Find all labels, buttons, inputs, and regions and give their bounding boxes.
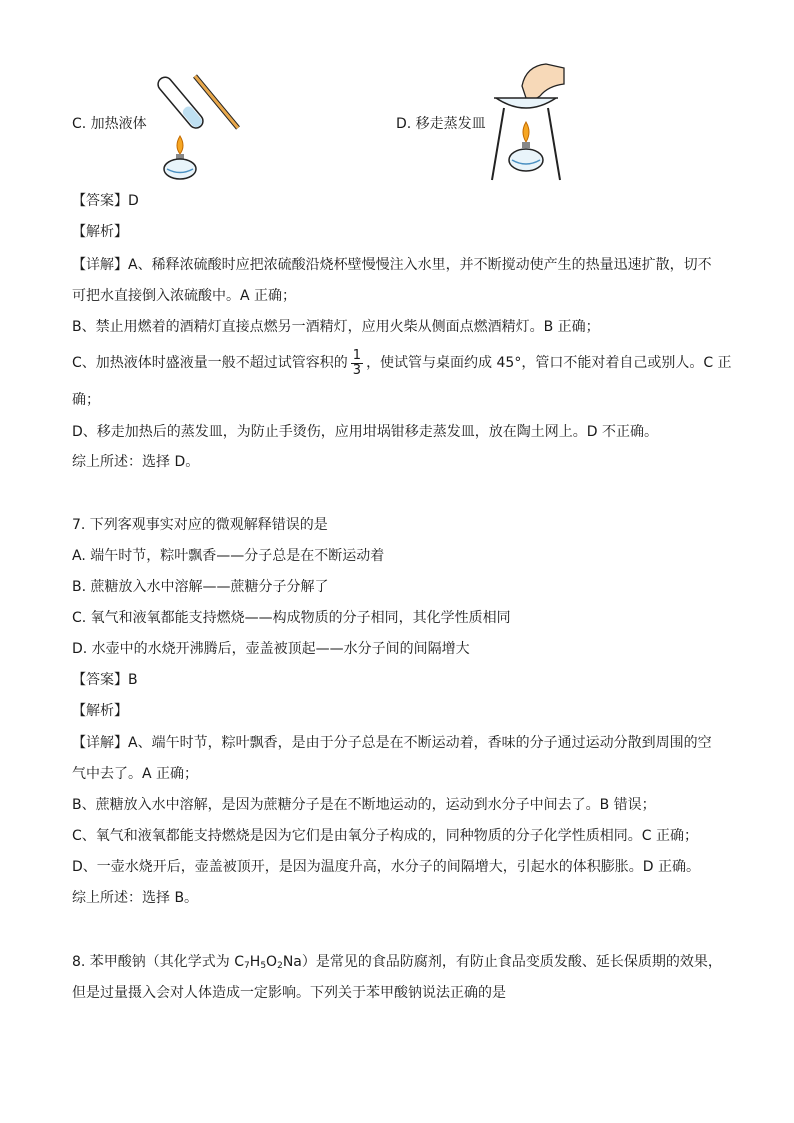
q7-stem: 7. 下列客观事实对应的微观解释错误的是	[72, 517, 328, 533]
q7-option-b: B. 蔗糖放入水中溶解——蔗糖分子分解了	[72, 579, 329, 595]
q7-detail-line1: 【详解】A、端午时节，粽叶飘香，是由于分子总是在不断运动着，香味的分子通过运动分散到周围的空	[72, 735, 712, 751]
q6-detail-line6: D、移走加热后的蒸发皿，为防止手烫伤，应用坩埚钳移走蒸发皿，放在陶土网上。D 不正确。	[72, 424, 659, 440]
answer-value: B	[128, 672, 138, 688]
option-c-label: C. 加热液体	[72, 116, 147, 132]
q7-detail-line3: B、蔗糖放入水中溶解，是因为蔗糖分子是在不断地运动的，运动到水分子中间去了。B 错误；	[72, 797, 656, 813]
q7-option-d: D. 水壶中的水烧开沸腾后，壶盖被顶起——水分子间的间隔增大	[72, 641, 470, 657]
q6-answer	[72, 191, 139, 211]
q8-stem-line1	[72, 952, 722, 976]
q7-option-a: A. 端午时节，粽叶飘香——分子总是在不断运动着	[72, 548, 385, 564]
q8-pre: 8. 苯甲酸钠（其化学式为 C	[72, 954, 245, 970]
q6-detail-line1: 【详解】A、稀释浓硫酸时应把浓硫酸沿烧杯壁慢慢注入水里，并不断搅动使产生的热量迅速扩散，切不	[72, 257, 712, 273]
line4-post: ，使试管与桌面约成 45°，管口不能对着自己或别人。C 正	[366, 355, 732, 371]
q7-detail-line6: 综上所述：选择 B。	[72, 890, 199, 906]
q7-detail-line5: D、一壶水烧开后，壶盖被顶开，是因为温度升高，水分子的间隔增大，引起水的体积膨胀。D 正确。	[72, 859, 701, 875]
one-third-fraction	[351, 349, 363, 378]
q6-detail-line3: B、禁止用燃着的酒精灯直接点燃另一酒精灯，应用火柴从侧面点燃酒精灯。B 正确；	[72, 319, 600, 335]
q6-analysis-label: 【解析】	[72, 224, 128, 240]
q6-detail-line4	[72, 346, 732, 380]
fraction-denominator: 3	[352, 362, 362, 378]
line4-pre: C、加热液体时盛液量一般不超过试管容积的	[72, 355, 348, 371]
option-d-label: D. 移走蒸发皿	[396, 116, 486, 132]
q6-detail-line2: 可把水直接倒入浓硫酸中。A 正确；	[72, 288, 297, 304]
subscript: 7	[244, 961, 250, 971]
q7-analysis-label: 【解析】	[72, 703, 128, 719]
q8-stem-line2: 但是过量摄入会对人体造成一定影响。下列关于苯甲酸钠说法正确的是	[72, 985, 506, 1001]
q7-answer	[72, 670, 138, 690]
answer-value: D	[128, 193, 139, 209]
heating-liquid-illustration	[140, 68, 250, 180]
answer-label: 【答案】	[72, 672, 128, 688]
q7-detail-line2: 气中去了。A 正确；	[72, 766, 199, 782]
answer-label: 【答案】	[72, 193, 128, 209]
q6-detail-line7: 综上所述：选择 D。	[72, 454, 200, 470]
remove-evaporating-dish-illustration	[486, 56, 566, 184]
formula-part: O	[266, 954, 278, 970]
subscript: 2	[277, 961, 283, 971]
fraction-numerator: 1	[352, 347, 362, 363]
q7-detail-line4: C、氧气和液氧都能支持燃烧是因为它们是由氧分子构成的，同种物质的分子化学性质相同。C 正确；	[72, 828, 698, 844]
q6-detail-line5: 确；	[72, 392, 100, 408]
q7-option-c: C. 氧气和液氧都能支持燃烧——构成物质的分子相同，其化学性质相同	[72, 610, 511, 626]
q8-post: Na）是常见的食品防腐剂，有防止食品变质发酸、延长保质期的效果，	[282, 954, 722, 970]
subscript: 5	[260, 961, 267, 971]
formula-part: H	[249, 954, 261, 970]
